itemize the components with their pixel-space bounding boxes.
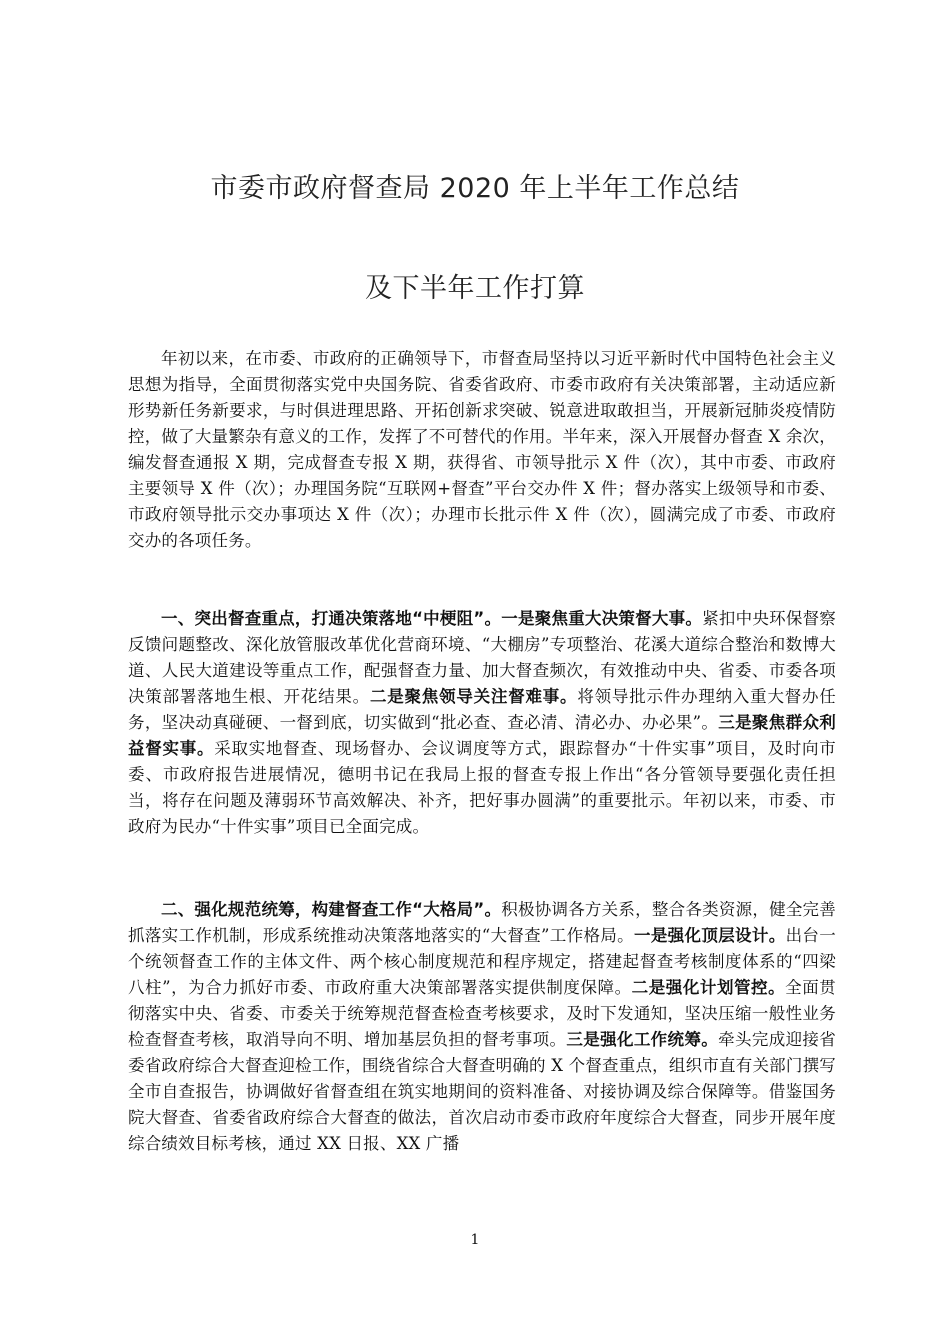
paragraph-text: 积极协调各方关系，整合各类资源，健全完善抓落实工作机制，形成系统推动决策落地落实的“大督查”工作格局。 [128,900,836,945]
bold-point: 三是强化工作统筹。 [566,1030,719,1049]
paragraph-section-1 [128,606,836,840]
page-number: 1 [470,1232,480,1248]
paragraph-intro: 年初以来，在市委、市政府的正确领导下，市督查局坚持以习近平新时代中国特色社会主义思想为指导，全面贯彻落实党中央国务院、省委省政府、市委市政府有关决策部署，主动适应新形势新任务新要求，与时俱进理思路、开拓创新求突破、锐意进取敢担当，开展新冠肺炎疫情防控，做了大量繁杂有意义的工作，发挥了不可替代的作用。半年来，深入开展督办督查 X 余次，编发督查通报 X 期，完成督查专报 X 期，获得省、市领导批示 X 件（次），其中市委、市政府主要领导 X 件（次）；办理国务院“互联网+督查”平台交办件 X 件；督办落实上级领导和市委、市政府领导批示交办事项达 X 件（次）；办理市长批示件 X 件（次），圆满完成了市委、市政府交办的各项任务。 [128,349,836,550]
paragraph-section-2 [128,897,836,1157]
bold-point: 二是聚焦领导关注督难事。 [369,687,578,706]
paragraph-text: 全面贯彻落实中央、省委、市委关于统筹规范督查检查考核要求，及时下发通知，坚决压缩一般性业务检查督查考核，取消导向不明、增加基层负担的督考事项。 [128,978,836,1049]
document-title-line-1: 市委市政府督查局 2020 年上半年工作总结 [210,173,740,204]
paragraph-text: 将领导批示件办理纳入重大督办任务，坚决动真碰硬、一督到底，切实做到“批必查、查必清、清必办、办必果”。 [128,687,836,732]
document-title-line-2: 及下半年工作打算 [365,273,585,304]
bold-point: 二是强化计划管控。 [631,978,786,997]
section-heading: 二、强化规范统筹，构建督查工作“大格局”。 [161,900,502,919]
paragraph-text: 出台一个统领督查工作的主体文件、两个核心制度规范和程序规定，搭建起督查考核制度体系的“四梁八柱”，为合力抓好市委、市政府重大决策部署落实提供制度保障。 [128,926,836,997]
bold-point: 三是聚焦群众利益督实事。 [128,713,836,758]
bold-point: 一是强化顶层设计。 [634,926,786,945]
paragraph-text: 牵头完成迎接省委省政府综合大督查迎检工作，围绕省综合大督查明确的 X 个督查重点，组织市直有关部门撰写全市自查报告，协调做好省督查组在筑实地期间的资料准备、对接协调及综合保障等。借鉴国务院大督查、省委省政府综合大督查的做法，首次启动市委市政府年度综合大督查，同步开展年度综合绩效目标考核，通过 XX 日报、XX 广播 [128,1030,836,1153]
bold-point: 一是聚焦重大决策督大事。 [501,609,703,628]
paragraph-text: 紧扣中央环保督察反馈问题整改、深化放管服改革优化营商环境、“大棚房”专项整治、花溪大道综合整治和数博大道、人民大道建设等重点工作，配强督查力量、加大督查频次，有效推动中央、省委、市委各项决策部署落地生根、开花结果。 [128,609,837,706]
section-heading: 一、突出督查重点，打通决策落地“中梗阻”。 [161,609,502,628]
paragraph-text: 采取实地督查、现场督办、会议调度等方式，跟踪督办“十件实事”项目，及时向市委、市政府报告进展情况，德明书记在我局上报的督查专报上作出“各分管领导要强化责任担当，将存在问题及薄弱环节高效解决、补齐，把好事办圆满”的重要批示。年初以来，市委、市政府为民办“十件实事”项目已全面完成。 [128,739,836,836]
